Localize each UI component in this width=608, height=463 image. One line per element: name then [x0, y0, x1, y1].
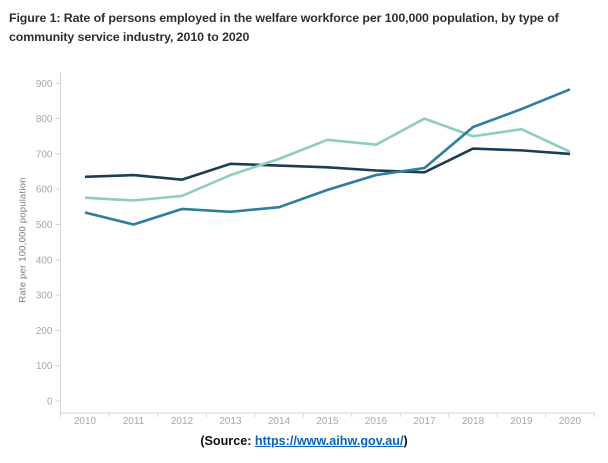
- figure-title: Figure 1: Rate of persons employed in the welfare workforce per 100,000 population, by type of community service industry, 2010 to 2020: [9, 11, 559, 44]
- line-chart-canvas: [0, 60, 608, 432]
- x-tick-label: 2012: [170, 416, 194, 427]
- x-tick-label: 2020: [558, 416, 582, 427]
- x-tick-label: 2019: [510, 416, 533, 427]
- y-tick-label: 200: [35, 325, 53, 337]
- y-tick-label: 0: [46, 396, 53, 408]
- x-tick-label: 2016: [364, 416, 388, 427]
- y-tick-label: 100: [35, 361, 53, 373]
- y-tick-label: 500: [35, 220, 53, 231]
- x-tick-label: 2011: [122, 416, 145, 427]
- line-chart: [0, 60, 608, 432]
- series-line-light-teal: [85, 119, 570, 201]
- source-caption: [0, 434, 608, 448]
- y-tick-label: 800: [35, 114, 53, 126]
- x-tick-label: 2018: [461, 416, 485, 427]
- y-tick-label: 400: [35, 255, 53, 267]
- y-tick-label: 300: [35, 290, 53, 302]
- y-axis-title: Rate per 100,000 population: [17, 177, 29, 303]
- series-line-steel-blue: [85, 89, 570, 224]
- source-suffix: ): [403, 434, 408, 448]
- x-tick-label: 2017: [413, 416, 436, 427]
- x-tick-label: 2010: [73, 416, 97, 427]
- source-prefix: (Source:: [200, 434, 255, 448]
- series-line-dark-navy: [85, 149, 570, 180]
- x-tick-label: 2015: [316, 416, 339, 427]
- x-tick-label: 2013: [219, 416, 242, 427]
- y-tick-label: 600: [35, 184, 53, 196]
- source-link[interactable]: https://www.aihw.gov.au/: [254, 434, 404, 448]
- y-tick-label: 700: [35, 149, 53, 161]
- x-tick-label: 2014: [267, 416, 291, 427]
- y-tick-label: 900: [35, 78, 53, 90]
